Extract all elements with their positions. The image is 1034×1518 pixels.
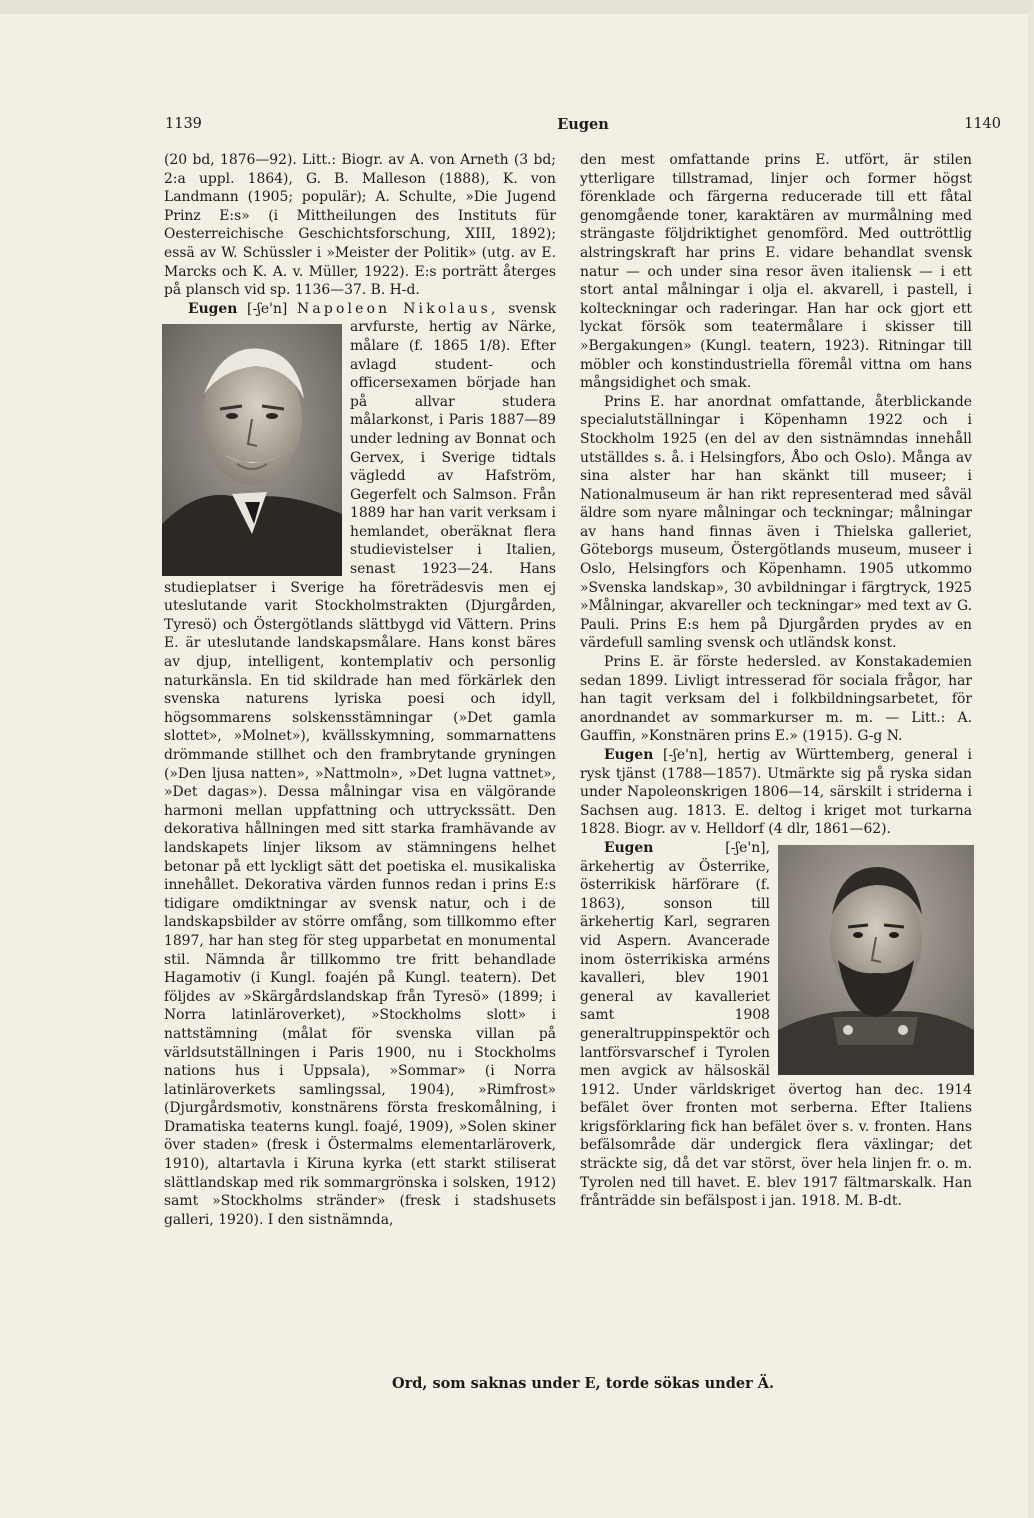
portrait-archduke-eugen bbox=[778, 845, 974, 1075]
continuation-paragraph: den mest omfattande prins E. utfört, är stilen ytterligare tillstramad, linjer och former högst förenklade och färgerna reducerade till ett fåtal genomgående toner, karaktären av murmålning med strängaste följdriktighet genomförd. Med outtröttlig alstringskraft har prins E. vidare behandlat svensk natur — och under sina resor även italiensk — i ett stort antal målningar i olja el. akvarell, i pastell, i kolteckningar och raderingar. Han har ock gjort ett lyckat försök som teatermålare i skisser till »Bergakungen» (Kungl. teatern, 1923). Ritningar till möbler och konstindustriella föremål vittna om hans mångsidighet och smak. bbox=[580, 152, 972, 392]
running-header bbox=[165, 116, 1001, 140]
entry-name: Napoleon Nikolaus, bbox=[297, 300, 499, 317]
entry-body: svensk arvfurste, hertig av Närke, målare (f. 1865 1/8). Efter avlagd student- och officersexamen började han på allvar studera målarkonst, i Paris 1887—89 under ledning av Bonnat och Gervex, i Sverige tidtals vägledd av Hafström, Gegerfelt och Salmson. Från 1889 har han varit verksam i hemlandet, oberäknat flera studievistelser i Italien, senast 1923—24. Hans studieplatser i Sverige ha företrädesvis men ej uteslutande varit Stockholmstrakten (Djurgården, Tyresö) och Östergötlands slättbygd vid Vättern. Prins E. är uteslutande landskapsmålare. Hans konst bäres av djup, intelligent, kontemplativ och personlig naturkänsla. En tid skildrade han med förkärlek den svenska naturens lyriska poesi och idyll, högsommarens solskensstämningar (»Det gamla slottet», »Molnet»), kvällsskymning, sommarnattens drömmande stillhet och den frambrytande gryningen (»Den ljusa natten», »Nattmoln», »Det lugna vattnet», »Det dagas»). Dessa målningar visa en välgörande harmoni mellan uppfattning och uttryckssätt. Den dekorativa hållningen med sitt starka framhävande av landskapets linjer liksom av stämningens helhet betonar på ett lyckligt sätt det poetiska el. musikaliska innehållet. Dekorativa värden funnos redan i prins E:s tidigare omdiktningar av svensk natur, och i de landskapsbilder av större omfång, som tillkommo efter 1897, har han steg för steg upparbetat en monumental stil. Nämnda år tillkommo tre fritt behandlade Hagamotiv (i Kungl. foajén på Kungl. teatern). Det följdes av »Skärgårdslandskap från Tyresö» (1899; i Norra latinläroverket), »Stockholms slott» i nattstämning (målat för svenska villan på världsutställningen i Paris 1900, nu i Stockholms nations hus i Uppsala), »Sommar» (i Norra latinläroverkets samlingssal, 1904), »Rimfrost» (Djurgårdsmotiv, konstnärens första freskomålning, i Dramatiska teaterns kungl. foajé, 1909), »Solen skiner över staden» (fresk i Östermalms elementarläroverk, 1910), altartavla i Kiruna kyrka (ett starkt stiliserat slättlandskap med rik sommargrönska i solsken, 1912) samt »Stockholms stränder» (fresk i stadshusets galleri, 1920). I den sistnämnda, bbox=[164, 300, 556, 1228]
pronunciation: [-ʃe'n] bbox=[247, 300, 288, 317]
entry-body: [-ʃe'n], ärkehertig av Österrike, österrikisk härförare (f. 1863), sonson till ärkehertig Karl, segraren vid Aspern. Avancerade inom österrikiska arméns kavalleri, blev 1901 general av kavalleriet samt 1908 generaltruppinspektör och lantförsvarschef i Tyrolen men avgick av hälsoskäl 1912. Under världskriget övertog han dec. 1914 befälet över fronten mot serberna. Efter Italiens krigsförklaring fick han befälet över s. v. fronten. Hans befälsområde där undergick flera växlingar; det sträckte sig, då det var störst, över hela linjen fr. o. m. Tyrolen ned till havet. E. blev 1917 fältmarskalk. Han frånträdde sin befälspost i jan. 1918. M. B-dt. bbox=[580, 839, 972, 1210]
entry-eugen-narke bbox=[164, 300, 556, 1230]
entry-eugen-wurttemberg bbox=[580, 746, 972, 839]
entry-headword: Eugen bbox=[604, 839, 654, 856]
exhibitions-paragraph: Prins E. har anordnat omfattande, återblickande specialutställningar i Köpenhamn 1922 och i Stockholm 1925 (en del av den sistnämndas innehåll utställdes s. å. i Helsingfors, Åbo och Oslo). Många av sina alster har han skänkt till museer; i Nationalmuseum är han rikt representerad med såväl äldre som nyare målningar och teckningar; målningar av hans hand finnas även i Thielska galleriet, Göteborgs museum, Östergötlands museum, museer i Oslo, Helsingfors och Köpenhamn. 1905 utkommo »Svenska landskap», 30 avbildningar i färgtryck, 1925 »Målningar, akvareller och teckningar» med text av G. Pauli. Prins E:s hem på Djurgården prydes av en värdefull samling svensk och utländsk konst. bbox=[580, 393, 972, 652]
arneth-bibliography-paragraph: (20 bd, 1876—92). Litt.: Biogr. av A. von Arneth (3 bd; 2:a uppl. 1864), G. B. Malleson (1888), K. von Landmann (1905; populär); A. Schulte, »Die Jugend Prinz E:s» (i Mittheilungen des Instituts für Oesterreichische Geschichtsforschung, XIII, 1892); essä av W. Schüssler i »Meister der Politik» (utg. av E. Marcks och K. A. v. Müller, 1922). E:s porträtt återges på plansch vid sp. 1136—37. B. H-d. bbox=[164, 152, 556, 299]
academy-paragraph: Prins E. är förste hedersled. av Konstakademien sedan 1899. Livligt intresserad för sociala frågor, har han tagit verksam del i folkbildningsarbetet, för anordnandet av sommarkurser m. m. — Litt.: A. Gauffin, »Konstnären prins E.» (1915). G-g N. bbox=[580, 654, 972, 745]
entry-headword: Eugen bbox=[604, 747, 654, 763]
header-title: Eugen bbox=[557, 116, 609, 133]
page-number-right: 1140 bbox=[964, 116, 1001, 132]
footer-note: Ord, som saknas under E, torde sökas under Ä. bbox=[391, 1375, 775, 1392]
right-column bbox=[580, 151, 972, 1211]
entry-body: [-ʃe'n], hertig av Württemberg, general i rysk tjänst (1788—1857). Utmärkte sig på ryska sidan under Napoleonskrigen 1806—14, särskilt i striderna i Sachsen aug. 1813. E. deltog i kriget mot turkarna 1828. Biogr. av v. Helldorf (4 dlr, 1861—62). bbox=[580, 747, 972, 838]
page-number-left: 1139 bbox=[165, 116, 202, 132]
entry-headword: Eugen bbox=[188, 300, 238, 317]
entry-eugen-osterrike bbox=[580, 839, 972, 1211]
portrait-prince-eugen bbox=[162, 324, 342, 576]
left-column bbox=[164, 151, 556, 1229]
